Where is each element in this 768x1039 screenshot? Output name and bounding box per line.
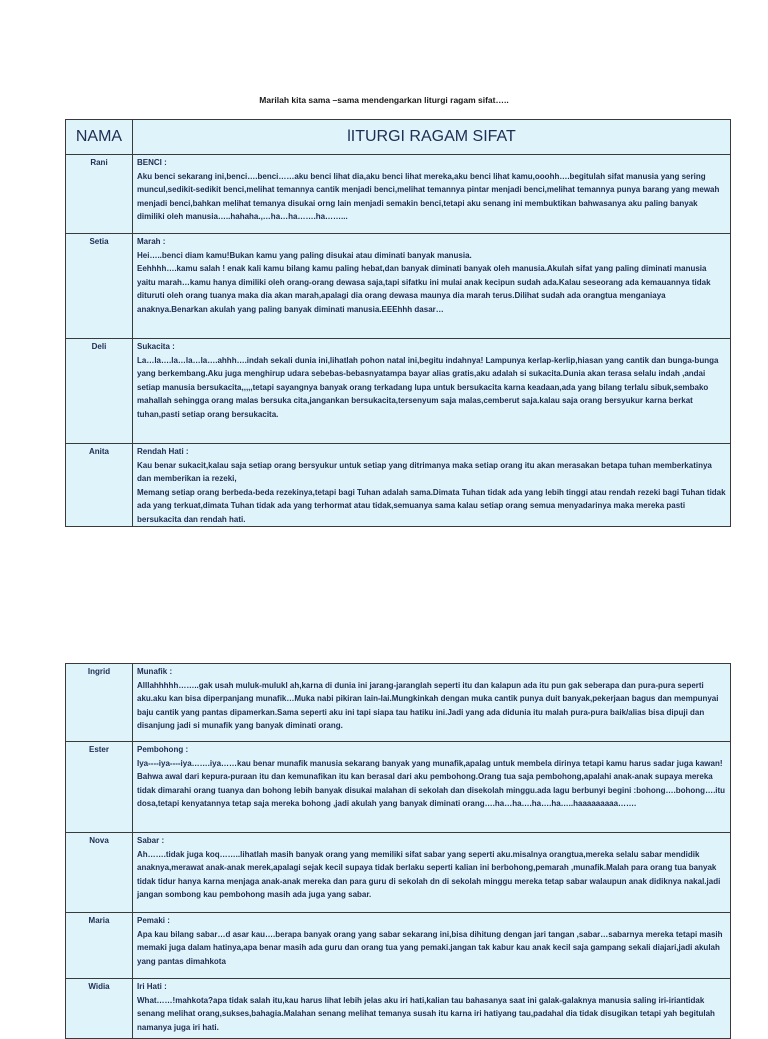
trait-text: Aku benci sekarang ini,benci….benci……aku benci lihat dia,aku benci lihat mereka,aku benci lihat kamu,ooohh….begitulah sifat manusia yang sering muncul,sedikit-sedikit benci,melihat temannya cantik menjadi benci,melihat temannya pintar menjadi benci,melihat temannya punya barang yang mewah menjadi benci,bahkan melihat temanya disukai orng lain menjadi semakin benci,tetapi aku senang ini membuktikan bahwasanya aku paling banyak dimiliki oleh manusia…..hahaha.,…ha…ha…….ha……... [137,171,720,221]
table-row [66,339,731,444]
trait-title: Sukacita : [137,342,175,351]
trait-cell [133,913,731,979]
trait-cell [133,664,731,742]
trait-text: Ah…….tidak juga koq……..lihatlah masih banyak orang yang memiliki sifat sabar yang seperti aku.misalnya orangtua,mereka selalu sabar mendidik anaknya,merawat anak-anak merek,apalagi sejak kecil supaya tidak berlaku seperti kalian ini berbohong,pemarah ,munafik.Malah para orang tua banyak tidak tidur hanya karna menjaga anak-anak mereka dan para guru di sekolah dn di sekolah minggu mereka tetap sabar walaupun anak didiknya nakal.jadi jangan sombong kau pembohong masih ada juga yang sabar. [137,849,721,899]
table-header-row [66,120,731,155]
trait-text: Apa kau bilang sabar…d asar kau….berapa banyak orang yang sabar sekarang ini,bisa dihitung dengan jari tangan ,sabar…sabarnya mereka tetapi masih memaki juga dalam hatinya,apa benar masih ada guru dan orang tua yang pemaki.jangan tak kabur kau anak kecil saja gampang sekali diajari,jadi akulah yang pantas dimahkota [137,929,723,966]
header-liturgi: lITURGI RAGAM SIFAT [133,120,731,155]
table-row [66,979,731,1039]
trait-text: Hei…..benci diam kamu!Bukan kamu yang paling disukai atau diminati banyak manusia. Eehhhh….kamu salah ! enak kali kamu bilang kamu paling hebat,dan banyak diminati banyak oleh manusia.Akulah sifat yang paling diminati manusia yaitu marah…kamu hanya dimiliki oleh orang-orang dewasa saja,tapi sifatku ini mulai anak kecipun sudah ada.Kalau seseorang ada kemauannya tidak dituruti oleh orang tuanya maka dia akan marah,apalagi dia orang dewasa maunya dia marah terus.Dilihat sudah ada orangtua menganiaya anaknya.Benarkan akulah yang paling banyak diminati manusia.EEEhhh dasar… [137,250,711,314]
name-cell: Setia [66,234,133,339]
trait-title: Munafik : [137,667,173,676]
trait-cell [133,833,731,913]
header-nama: NAMA [66,120,133,155]
trait-title: Pembohong : [137,745,189,754]
liturgy-table-1 [65,119,731,527]
name-cell: Widia [66,979,133,1039]
intro-text: Marilah kita sama –sama mendengarkan liturgi ragam sifat….. [259,95,509,105]
table-row [66,155,731,234]
trait-cell [133,444,731,527]
name-cell: Anita [66,444,133,527]
trait-cell [133,155,731,234]
trait-title: Iri Hati : [137,982,167,991]
name-cell: Ingrid [66,664,133,742]
table-row [66,444,731,527]
trait-title: Marah : [137,237,166,246]
trait-text: Alllahhhhh……..gak usah muluk-mulukl ah,karna di dunia ini jarang-jaranglah seperti itu dan kalapun ada itu pun gak seberapa dan pura-pura seperti aku.aku kan bisa diperpanjang munafik…Muka nabi pikiran lain-lai.Mungkinkah dengan muka cantik punya duit banyak,pekerjaan bagus dan mempunyai baju cantik yang pantas dipamerkan.Sama seperti aku ini tapi siapa tau hatiku ini.Jadi yang ada didunia itu malah pura-pura baik/alias bisa dipuji dan disanjung jadi si munafik yang banyak diminati orang. [137,680,719,730]
trait-title: Sabar : [137,836,165,845]
name-cell: Nova [66,833,133,913]
name-cell: Maria [66,913,133,979]
table-row [66,742,731,833]
trait-title: Rendah Hati : [137,447,189,456]
trait-cell [133,234,731,339]
table-row [66,833,731,913]
liturgy-table-2 [65,663,731,1039]
trait-text: La…la….la…la…la….ahhh….indah sekali dunia ini,lihatlah pohon natal ini,begitu indahnya! Lampunya kerlap-kerlip,hiasan yang cantik dan bunga-bunga yang berkembang.Aku juga menghirup udara sebebas-bebasnyatampa bayar alias gratis,aku adalah si sukacita.Dunia akan terasa selalu indah ,andai setiap manusia bersukacita,,,,,tetapi sayangnya banyak orang terkadang lupa untuk bersukacita karna keadaan,ada yang bilang terlalu sibuk,sembako mahallah sehingga orang malas bersuka cita,jangankan bersukacita,tersenyum saja malas,cemberut saja.kalau saja orang bersyukur karna berkat tuhan,pasti setiap orang bersukacita. [137,355,719,419]
trait-text: Kau benar sukacit,kalau saja setiap orang bersyukur untuk setiap yang ditrimanya maka setiap orang itu akan merasakan betapa tuhan memberkatinya dan memberikan ia rezeki, Memang setiap orang berbeda-beda rezekinya,tetapi bagi Tuhan adalah sama.Dimata Tuhan tidak ada yang lebih tinggi atau rendah rezeki bagi Tuhan tidak ada yang terkuat,dimata Tuhan tidak ada yang terhormat atau tidak,semuanya sama kalau setiap orang semua menyadarinya maka mereka pasti bersukacita dan rendah hati. [137,460,726,524]
trait-text: What……!mahkota?apa tidak salah itu,kau harus lihat lebih jelas aku iri hati,kalian tau bahasanya saat ini galak-galaknya manusia saling iri-iriantidak senang melihat orang,sukses,bahagia.Malahan senang melihat temanya susah itu karna iri hatiyang tau,padahal dia tidak disugikan tetapi yah begitulah namanya juga iri hati. [137,995,715,1032]
trait-cell [133,742,731,833]
name-cell: Deli [66,339,133,444]
table-row [66,913,731,979]
trait-title: BENCI : [137,158,167,167]
trait-text: Iya----iya----iya…….iya……kau benar munafik manusia sekarang banyak yang munafik,apalag untuk membela dirinya tetapi kamu harus sadar juga kawan! Bahwa awal dari kepura-puraan itu dan kemunafikan itu kan berasal dari aku pembohong.Orang tua saja pembohong,apalahi anak-anak supaya mereka tidak dimarahi orang tuanya dan bohong lebih banyak disukai malahan di sekolah dan disekolah minggu.ada lagu berbunyi begini :bohong….bohong….itu dosa,tetapi kenyatannya tetap saja mereka bohong ,jadi akulah yang banyak diminati orang….ha…ha….ha….ha…..haaaaaaaaa……. [137,758,726,808]
table-row [66,234,731,339]
trait-cell [133,979,731,1039]
name-cell: Rani [66,155,133,234]
trait-title: Pemaki : [137,916,170,925]
trait-cell [133,339,731,444]
table-row [66,664,731,742]
name-cell: Ester [66,742,133,833]
